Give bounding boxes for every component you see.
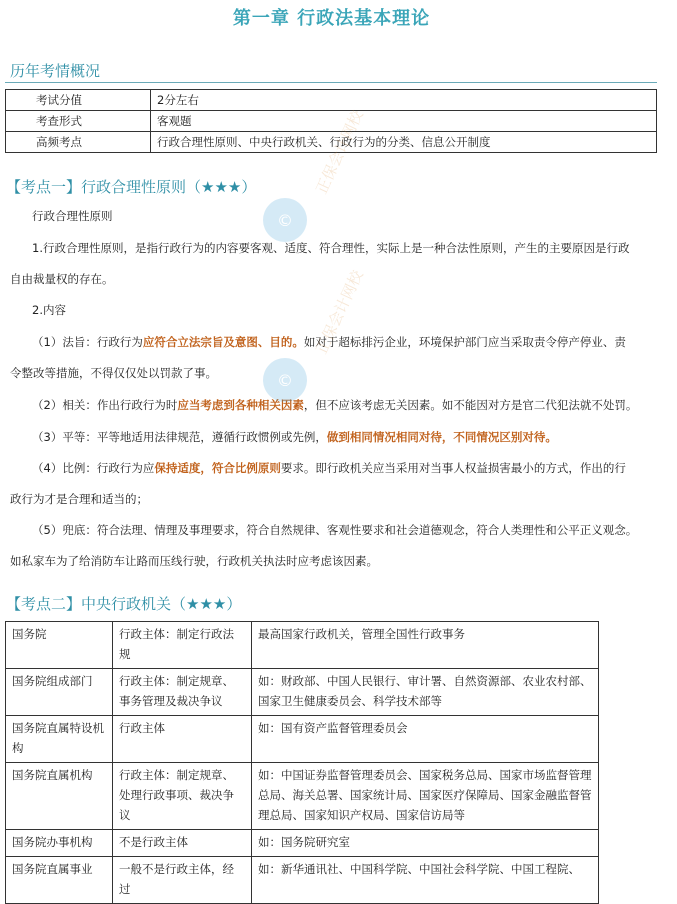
organ-examples: 如：财政部、中国人民银行、审计署、自然资源部、农业农村部、国家卫生健康委员会、科学技术部等 <box>252 669 599 716</box>
overview-value: 客观题 <box>151 111 657 132</box>
table-row <box>6 90 657 111</box>
overview-key: 考查形式 <box>6 111 151 132</box>
svg-text:©: © <box>277 211 293 230</box>
organ-examples: 最高国家行政机关，管理全国性行政事务 <box>252 622 599 669</box>
overview-value: 行政合理性原则、中央行政机关、行政行为的分类、信息公开制度 <box>151 132 657 153</box>
kp1-subtitle: 行政合理性原则 <box>32 209 113 223</box>
highlight-text: 应当考虑到各种相关因素 <box>177 398 304 412</box>
kp1-item-1c: 令整改等措施，不得仅仅处以罚款了事。 <box>10 366 217 380</box>
organ-name: 国务院办事机构 <box>6 830 113 857</box>
kp1-item-4 <box>10 457 655 479</box>
highlight-text: 符合比例原则 <box>211 461 281 475</box>
kp1-item-3 <box>10 426 655 448</box>
highlight-text: ， <box>200 461 212 475</box>
overview-table <box>5 89 657 153</box>
overview-key: 高频考点 <box>6 132 151 153</box>
table-row <box>6 669 599 716</box>
organ-name: 国务院 <box>6 622 113 669</box>
organ-name: 国务院组成部门 <box>6 669 113 716</box>
kp1-item-2 <box>10 394 655 416</box>
central-organs-table <box>5 621 599 904</box>
kp1-heading: 【考点一】行政合理性原则（★★★） <box>6 178 257 196</box>
highlight-text: 保持适度 <box>154 461 201 475</box>
overview-key: 考试分值 <box>6 90 151 111</box>
table-row <box>6 857 599 904</box>
item-text: （1）法旨：行政行为 <box>32 335 143 349</box>
item-text: 如对于超标排污企业，环境保护部门应当采取责令停产停业、责 <box>303 335 626 349</box>
organ-role: 一般不是行政主体，经过 <box>113 857 252 904</box>
table-row <box>6 716 599 763</box>
table-row <box>6 830 599 857</box>
table-row <box>6 132 657 153</box>
organ-role: 行政主体 <box>113 716 252 763</box>
organ-examples: 如：国有资产监督管理委员会 <box>252 716 599 763</box>
kp1-item-1 <box>10 331 655 353</box>
organ-role: 行政主体：制定规章、事务管理及裁决争议 <box>113 669 252 716</box>
item-text: （3）平等：平等地适用法律规范，遵循行政惯例或先例， <box>32 430 327 444</box>
organ-examples: 如：新华通讯社、中国科学院、中国社会科学院、中国工程院、 <box>252 857 599 904</box>
item-text: ，但不应该考虑无关因素。如不能因对方是官二代犯法就不处罚。 <box>303 398 638 412</box>
kp1-paragraph-1: 1.行政合理性原则，是指行政行为的内容要客观、适度、符合理性，实际上是一种合法性原则，产生的主要原因是行政 <box>32 241 630 255</box>
organ-role: 行政主体：制定规章、处理行政事项、裁决争议 <box>113 763 252 830</box>
kp1-paragraph-2: 2.内容 <box>32 303 66 317</box>
kp1-item-5b: 如私家车为了给消防车让路而压线行驶，行政机关执法时应考虑该因素。 <box>10 554 378 568</box>
organ-role: 行政主体：制定行政法规 <box>113 622 252 669</box>
table-row <box>6 622 599 669</box>
page-title: 第一章 行政法基本理论 <box>232 8 431 29</box>
overview-divider <box>5 82 657 83</box>
item-text: 要求。即行政机关应当采用对当事人权益损害最小的方式，作出的行 <box>280 461 626 475</box>
overview-heading: 历年考情概况 <box>10 62 101 80</box>
organ-role: 不是行政主体 <box>113 830 252 857</box>
kp2-heading: 【考点二】中央行政机关（★★★） <box>6 595 242 613</box>
kp1-item-5: （5）兜底：符合法理、情理及事理要求，符合自然规律、客观性要求和社会道德观念，符合人类理性和公平正义观念。 <box>32 523 638 537</box>
organ-examples: 如：中国证券监督管理委员会、国家税务总局、国家市场监督管理总局、海关总署、国家统计局、国家医疗保障局、国家金融监督管理总局、国家知识产权局、国家信访局等 <box>252 763 599 830</box>
svg-text:©: © <box>277 371 293 390</box>
overview-value: 2分左右 <box>151 90 657 111</box>
table-row <box>6 763 599 830</box>
watermark-text: 正保会计网校 <box>312 267 367 357</box>
watermark-text: 正保会计网校 <box>312 107 367 197</box>
highlight-text: 做到相同情况相同对待，不同情况区别对待。 <box>326 430 557 444</box>
highlight-text: 应符合立法宗旨及意图、目的。 <box>142 335 304 349</box>
item-text: （4）比例：行政行为应 <box>32 461 155 475</box>
organ-examples: 如：国务院研究室 <box>252 830 599 857</box>
table-row <box>6 111 657 132</box>
item-text: （2）相关：作出行政行为时 <box>32 398 178 412</box>
organ-name: 国务院直属事业 <box>6 857 113 904</box>
organ-name: 国务院直属机构 <box>6 763 113 830</box>
organ-name: 国务院直属特设机构 <box>6 716 113 763</box>
kp1-item-4c: 政行为才是合理和适当的； <box>10 492 148 506</box>
kp1-paragraph-1b: 自由裁量权的存在。 <box>10 272 114 286</box>
